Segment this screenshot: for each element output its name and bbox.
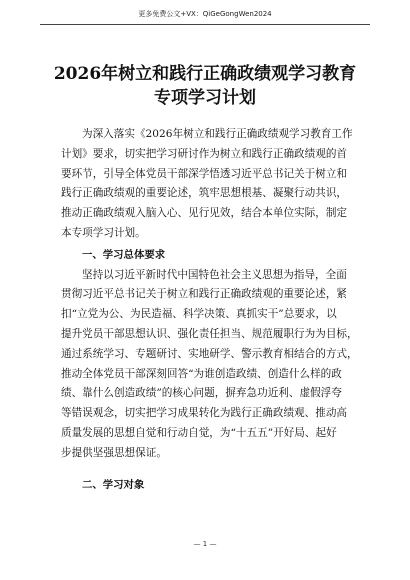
section-1-line: 推动全体党员干部深刻回答“为谁创造政绩、创造什么样的政 <box>61 367 342 380</box>
section-1-line: 提升党员干部思想认识、强化责任担当、规范履职行为为目标， <box>61 327 358 340</box>
page-number: — 1 — <box>193 540 217 548</box>
section-1-line: 贯彻习近平总书记关于树立和践行正确政绩观的重要论述，紧 <box>61 288 348 301</box>
section-1-line: 等错误观念，切实把学习成果转化为践行正确政绩观、推动高 <box>61 407 348 420</box>
header-divider <box>40 24 370 25</box>
intro-line: 计划》要求，切实把学习研讨作为树立和践行正确政绩观的首 <box>61 147 348 160</box>
intro-line: 为深入落实《2026年树立和践行正确政绩观学习教育工作 <box>82 128 353 140</box>
title-line-1: 2026年树立和践行正确政绩观学习教育 <box>53 64 357 84</box>
document-body <box>61 125 359 495</box>
section-1-line: 质量发展的思想自觉和行动自觉，为“十五五”开好局、起好 <box>61 426 337 439</box>
section-1-line: 步提供坚强思想保证。 <box>61 446 167 459</box>
section-1-line: 坚持以习近平新时代中国特色社会主义思想为指导，全面 <box>82 268 347 281</box>
section-1-line: 扣“立党为公、为民造福、科学决策、真抓实干”总要求，以 <box>61 308 337 321</box>
intro-line: 践行正确政绩观的重要论述，筑牢思想根基、凝聚行动共识， <box>61 187 348 200</box>
title-line-2: 专项学习计划 <box>154 88 256 108</box>
section-2-heading: 二、学习对象 <box>82 478 145 491</box>
section-1-line: 绩、靠什么创造政绩”的核心问题，摒弃急功近利、虚假浮夸 <box>61 387 342 400</box>
intro-line: 本专项学习计划。 <box>61 226 146 239</box>
document-title <box>40 62 370 110</box>
intro-line: 推动正确政绩观入脑入心、见行见效，结合本单位实际，制定 <box>61 207 348 220</box>
intro-line: 要环节，引导全体党员干部深学悟透习近平总书记关于树立和 <box>61 167 348 180</box>
section-1-line: 通过系统学习、专题研讨、实地研学、警示教育相结合的方式， <box>61 347 358 360</box>
header-text: 更多免费公文+VX：QiGeGongWen2024 <box>138 10 272 18</box>
section-1-heading: 一、学习总体要求 <box>82 248 166 261</box>
